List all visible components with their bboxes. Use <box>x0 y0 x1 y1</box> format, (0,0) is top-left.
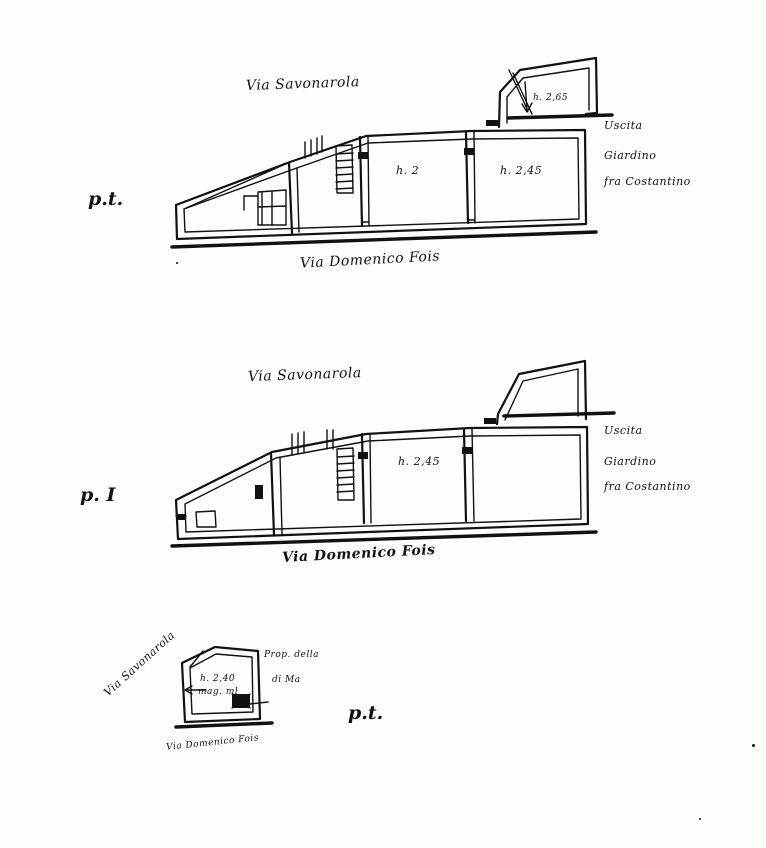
street-label-savonarola-plan-3: Via Savonarola <box>101 628 178 699</box>
room-height-label-plan-3-b: mag. ml <box>198 687 239 697</box>
plan-ground-floor-upper-geometry <box>172 58 612 247</box>
paper-speck <box>176 262 178 264</box>
street-label-fois-plan-3: Via Domenico Fois <box>165 733 260 753</box>
side-note-plan-2-garden: Giardino <box>604 455 657 468</box>
floor-label-plan-2: p. I <box>80 484 116 506</box>
paper-speck <box>752 744 755 747</box>
side-note-plan-2-exit: Uscita <box>604 424 643 437</box>
street-label-fois-plan-1: Via Domenico Fois <box>299 248 441 272</box>
side-note-plan-3-owner: di Ma <box>272 675 301 685</box>
street-label-fois-plan-2: Via Domenico Fois <box>281 541 436 567</box>
floor-label-plan-3: p.t. <box>348 702 384 724</box>
street-label-savonarola-plan-1: Via Savonarola <box>245 74 360 94</box>
side-note-plan-1-exit: Uscita <box>604 119 643 132</box>
paper-speck <box>699 818 701 820</box>
room-height-label-plan-1-c: h. 2,65 <box>533 93 569 103</box>
street-label-savonarola-plan-2: Via Savonarola <box>247 365 362 385</box>
room-height-label-plan-1-a: h. 2 <box>396 164 420 177</box>
side-note-plan-1-owner: fra Costantino <box>604 175 691 188</box>
floor-label-plan-1: p.t. <box>88 188 124 210</box>
side-note-plan-1-garden: Giardino <box>604 149 657 162</box>
side-note-plan-3-prop: Prop. della <box>264 650 319 660</box>
room-height-label-plan-3-a: h. 2,40 <box>200 674 236 684</box>
room-height-label-plan-1-b: h. 2,45 <box>500 164 543 177</box>
plan-first-floor-geometry <box>172 361 614 546</box>
room-height-label-plan-2-a: h. 2,45 <box>398 455 441 468</box>
side-note-plan-2-owner: fra Costantino <box>604 480 691 493</box>
